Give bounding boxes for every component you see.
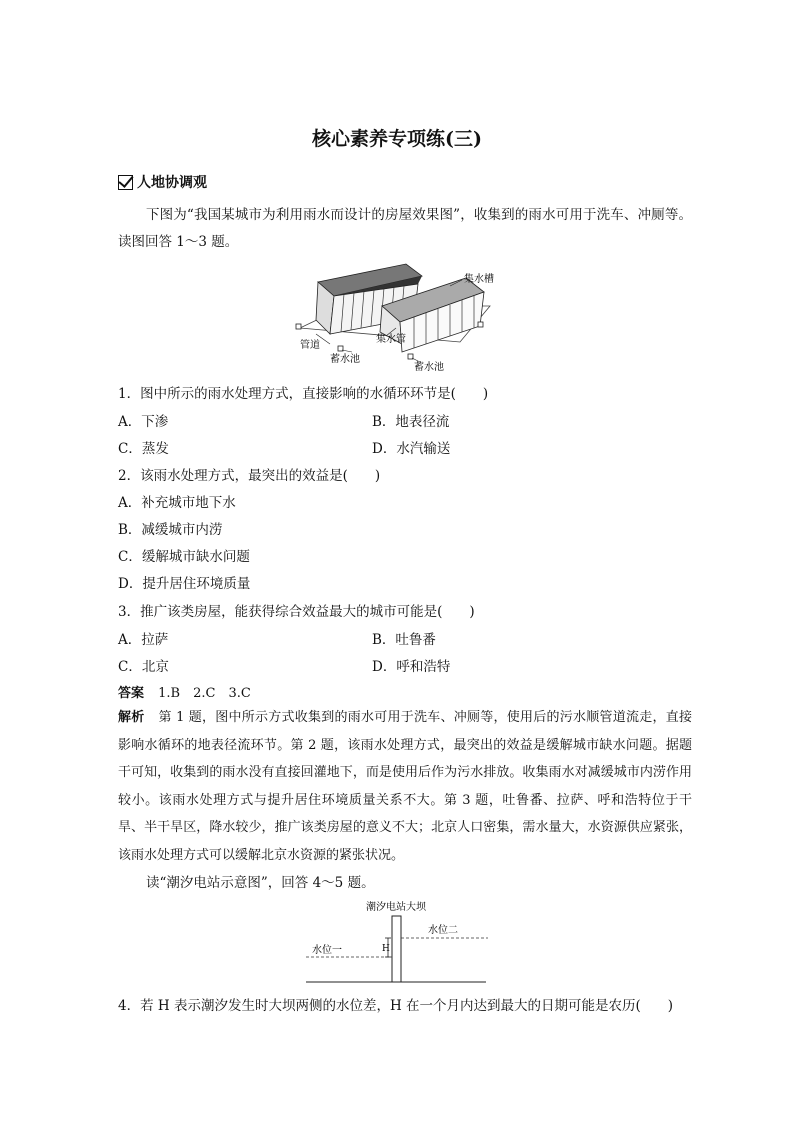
question-2-option-d: D．提升居住环境质量 (118, 576, 251, 592)
analysis-paragraph (118, 704, 692, 869)
question-1-stem: 1．图中所示的雨水处理方式，直接影响的水循环环节是( ) (118, 386, 489, 402)
level-one-label: 水位一 (312, 945, 342, 956)
question-3-option-b: B．吐鲁番 (372, 632, 436, 648)
answer-line (118, 682, 251, 701)
h-label: H (382, 944, 390, 954)
page-title: 核心素养专项练(三) (312, 128, 482, 150)
question-1-option-b: B．地表径流 (372, 414, 450, 430)
section-label: 人地协调观 (137, 175, 207, 191)
answer-text: 1.B 2.C 3.C (158, 686, 251, 701)
question-1-option-c: C．蒸发 (118, 441, 169, 457)
checkbox-icon (118, 175, 133, 190)
intro-paragraph-1: 下图为“我国某城市为利用雨水而设计的房屋效果图”，收集到的雨水可用于洗车、冲厕等。读图回答 1～3 题。 (118, 207, 692, 250)
label-pipe: 集水管 (376, 334, 406, 345)
question-2-stem: 2．该雨水处理方式，最突出的效益是( ) (118, 468, 381, 484)
question-1-option-a: A．下渗 (118, 414, 169, 430)
question-3-option-c: C．北京 (118, 659, 169, 675)
question-3-stem: 3．推广该类房屋，能获得综合效益最大的城市可能是( ) (118, 604, 475, 620)
label-pool-left: 蓄水池 (330, 354, 360, 365)
question-2-option-b: B．减缓城市内涝 (118, 522, 223, 538)
section-heading (118, 172, 207, 192)
label-pool-right: 蓄水池 (414, 362, 444, 373)
rain-house-figure (290, 262, 500, 374)
question-3-option-a: A．拉萨 (118, 632, 169, 648)
intro-paragraph-2: 读“潮汐电站示意图”，回答 4～5 题。 (146, 875, 375, 891)
question-2-option-c: C．缓解城市缺水问题 (118, 549, 250, 565)
question-4-stem: 4．若 H 表示潮汐发生时大坝两侧的水位差，H 在一个月内达到最大的日期可能是农历( ) (118, 998, 674, 1014)
answer-label: 答案 (118, 686, 145, 701)
question-3-option-d: D．呼和浩特 (372, 659, 451, 675)
dam-wall (392, 916, 401, 982)
question-2-option-a: A．补充城市地下水 (118, 495, 236, 511)
analysis-text: 第 1 题，图中所示方式收集到的雨水可用于洗车、冲厕等，使用后的污水顺管道流走，直接影响水循环的地表径流环节。第 2 题，该雨水处理方式，最突出的效益是缓解城市缺水问题。据题干可知，收集到的雨水没有直接回灌地下，而是使用后作为污水排放。收集雨水对减缓城市内涝作用较小。该雨水处理方式与提升居住环境质量关系不大。第 3 题，吐鲁番、拉萨、呼和浩特位于干旱、半干旱区，降水较少，推广该类房屋的意义不大；北京人口密集，需水量大，水资源供应紧张，该雨水处理方式可以缓解北京水资源的紧张状况。 (118, 710, 692, 863)
tidal-station-figure (306, 898, 492, 986)
level-two-label: 水位二 (428, 925, 458, 936)
label-trough: 集水槽 (464, 274, 494, 285)
question-1-option-d: D．水汽输送 (372, 441, 451, 457)
dam-label: 潮汐电站大坝 (366, 902, 426, 913)
analysis-label: 解析 (118, 710, 145, 725)
label-channel: 管道 (300, 340, 320, 351)
